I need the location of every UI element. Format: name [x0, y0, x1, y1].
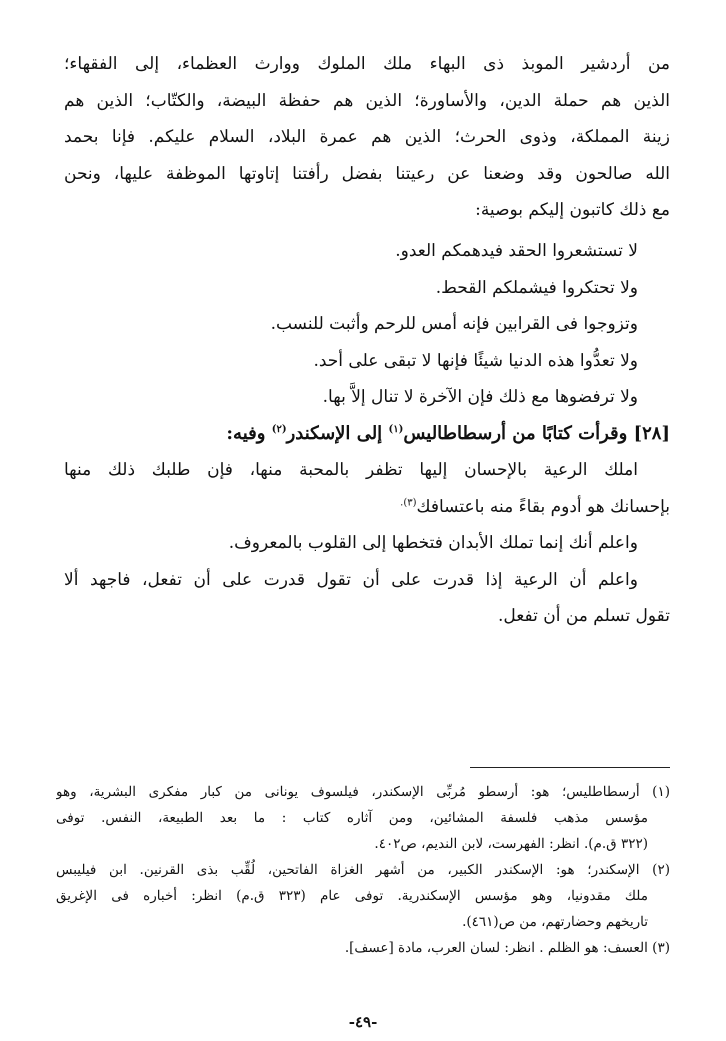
- maxim-line: ولا ترفضوها مع ذلك فإن الآخرة لا تنال إلاَّ بها.: [322, 387, 638, 407]
- footnote-line: (٢) الإسكندر؛ هو: الإسكندر الكبير، من أشهر الغزاة الفاتحين، لُقِّب بذى القرنين. ابن فيليبس: [56, 862, 670, 878]
- text-line: املك الرعية بالإحسان إليها تظفر بالمحبة منها، فإن طلبك ذلك منها: [64, 460, 638, 480]
- footnotes: [56, 779, 670, 961]
- maxim-line: وتزوجوا فى القرابين فإنه أمس للرحم وأثبت للنسب.: [270, 314, 638, 334]
- text-line: واعلم أن الرعية إذا قدرت على أن تقول قدرت على أن تفعل، فاجهد ألا: [64, 569, 638, 590]
- footnote-line: ملك مقدونيا، وهو مؤسس الإسكندرية. توفى عام (٣٢٣ ق.م) انظر: أخباره فى الإغريق: [56, 888, 649, 904]
- text-line: زينة المملكة، وذوى الحرث؛ الذين هم عمرة البلاد، السلام عليكم. فإنا بحمد: [64, 127, 670, 147]
- maxim-line: ولا تحتكروا فيشملكم القحط.: [435, 277, 638, 298]
- text-line: تقول تسلم من أن تفعل.: [498, 606, 670, 626]
- footnote-ref: (١): [388, 423, 404, 435]
- footnote-line: (١) أرسطاطليس؛ هو: أرسطو مُربِّى الإسكندر، فيلسوف يونانى من كبار مفكرى البشرية، وهو: [56, 784, 670, 800]
- text-line: بإحسانك هو أدوم بقاءً منه باعتسافك$^{(٣).}$: [400, 496, 670, 517]
- text-line: الله صالحون وقد وضعنا عن رعيتنا بفضل رأفتنا إتاوتها الموظفة عليها، ونحن: [64, 163, 670, 184]
- footnote-divider: [470, 767, 670, 768]
- footnote-line: (٣) العسف: هو الظلم . انظر: لسان العرب، مادة [عسف].: [344, 940, 670, 956]
- text-line: مع ذلك كاتبون إليكم بوصية:: [475, 200, 670, 220]
- footnote-ref: (٣).: [400, 496, 417, 508]
- text-line: الذين هم حملة الدين، والأساورة؛ الذين هم حفظة البيضة، والكتّاب؛ الذين هم: [64, 90, 670, 111]
- main-text: [64, 46, 670, 635]
- section-number: [٢٨]: [633, 422, 670, 444]
- footnote-line: (٣٢٢ ق.م). انظر: الفهرست، لابن النديم، ص٤٠٢.: [374, 836, 648, 852]
- text-line: من أردشير الموبذ ذى البهاء ملك الملوك ووارث العظماء، إلى الفقهاء؛: [64, 54, 670, 74]
- footnote-line: مؤسس مذهب فلسفة المشائين، ومن آثاره كتاب : ما بعد الطبيعة، النفس. توفى: [56, 810, 648, 826]
- section-heading: [٢٨] وقرأت كتابًا من أرسطاطاليس$^{(١)}$ إلى الإسكندر$^{(٢)}$ وفيه:: [226, 422, 670, 444]
- maxim-line: ولا تعدُّوا هذه الدنيا شيئًا فإنها لا تبقى على أحد.: [313, 350, 638, 371]
- page-number: -٤٩-: [348, 1013, 378, 1031]
- maxim-line: لا تستشعروا الحقد فيدهمكم العدو.: [395, 241, 638, 261]
- footnote-line: تاريخهم وحضارتهم، من ص(٤٦١).: [462, 914, 648, 930]
- footnote-ref: (٢): [271, 423, 287, 435]
- text-line: واعلم أنك إنما تملك الأبدان فتخطها إلى القلوب بالمعروف.: [228, 533, 638, 553]
